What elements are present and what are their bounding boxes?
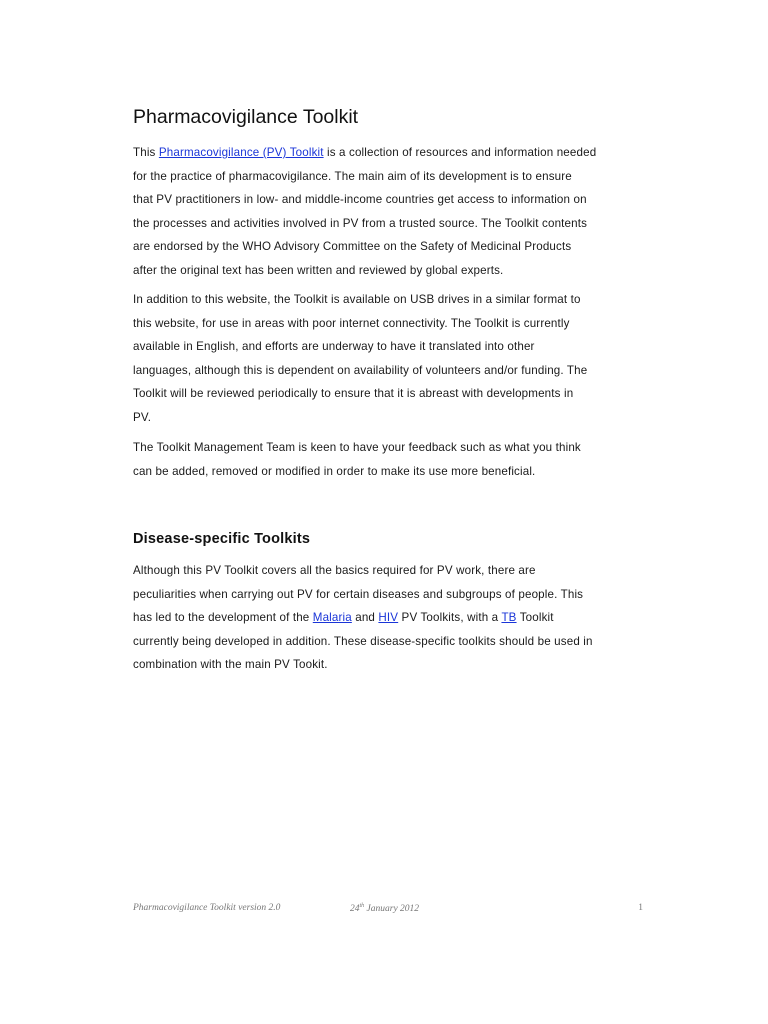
footer-date: 24th January 2012 bbox=[350, 903, 420, 914]
section-heading: Disease-specific Toolkits bbox=[133, 531, 311, 547]
tb-link[interactable]: TB bbox=[501, 611, 517, 625]
disease-paragraph bbox=[133, 559, 638, 677]
text-line: Although this PV Toolkit covers all the basics required for PV work, there are bbox=[133, 564, 536, 577]
text-line: PV. bbox=[133, 410, 152, 424]
text-line: the processes and activities involved in PV from a trusted source. The Toolkit contents bbox=[133, 216, 588, 230]
text-line: This Pharmacovigilance (PV) Toolkit is a collection of resources and information needed bbox=[133, 146, 597, 159]
text-line: after the original text has been written and reviewed by global experts. bbox=[133, 263, 504, 277]
text-line: can be added, removed or modified in order to make its use more beneficial. bbox=[133, 464, 536, 478]
feedback-paragraph bbox=[133, 436, 638, 483]
usb-paragraph bbox=[133, 288, 638, 430]
text-line: are endorsed by the WHO Advisory Committee on the Safety of Medicinal Products bbox=[133, 240, 572, 254]
footer-version: Pharmacovigilance Toolkit version 2.0 bbox=[133, 903, 281, 913]
text-line: currently being developed in addition. These disease-specific toolkits should be used in bbox=[133, 634, 593, 648]
text-line: combination with the main PV Tookit. bbox=[133, 658, 328, 672]
text-line: this website, for use in areas with poor internet connectivity. The Toolkit is currently bbox=[133, 316, 570, 330]
text-line: Toolkit will be reviewed periodically to ensure that it is abreast with developments in bbox=[133, 387, 574, 401]
text-line: The Toolkit Management Team is keen to have your feedback such as what you think bbox=[133, 441, 581, 454]
text-line: has led to the development of the Malaria and HIV PV Toolkits, with a TB Toolkit bbox=[133, 611, 554, 625]
text-line: available in English, and efforts are underway to have it translated into other bbox=[133, 340, 535, 354]
page-number: 1 bbox=[638, 903, 643, 913]
text-line: languages, although this is dependent on availability of volunteers and/or funding. The bbox=[133, 363, 588, 377]
text-line: that PV practitioners in low- and middle-income countries get access to information on bbox=[133, 193, 587, 207]
malaria-link[interactable]: Malaria bbox=[312, 611, 352, 625]
page-title: Pharmacovigilance Toolkit bbox=[133, 106, 359, 128]
pv-toolkit-link[interactable]: Pharmacovigilance (PV) Toolkit bbox=[158, 146, 324, 159]
intro-paragraph bbox=[133, 141, 638, 283]
text-line: In addition to this website, the Toolkit is available on USB drives in a similar format to bbox=[133, 293, 581, 306]
hiv-link[interactable]: HIV bbox=[378, 611, 399, 625]
text-line: for the practice of pharmacovigilance. The main aim of its development is to ensure bbox=[133, 169, 572, 183]
page-footer bbox=[133, 903, 643, 917]
text-line: peculiarities when carrying out PV for certain diseases and subgroups of people. This bbox=[133, 587, 584, 601]
